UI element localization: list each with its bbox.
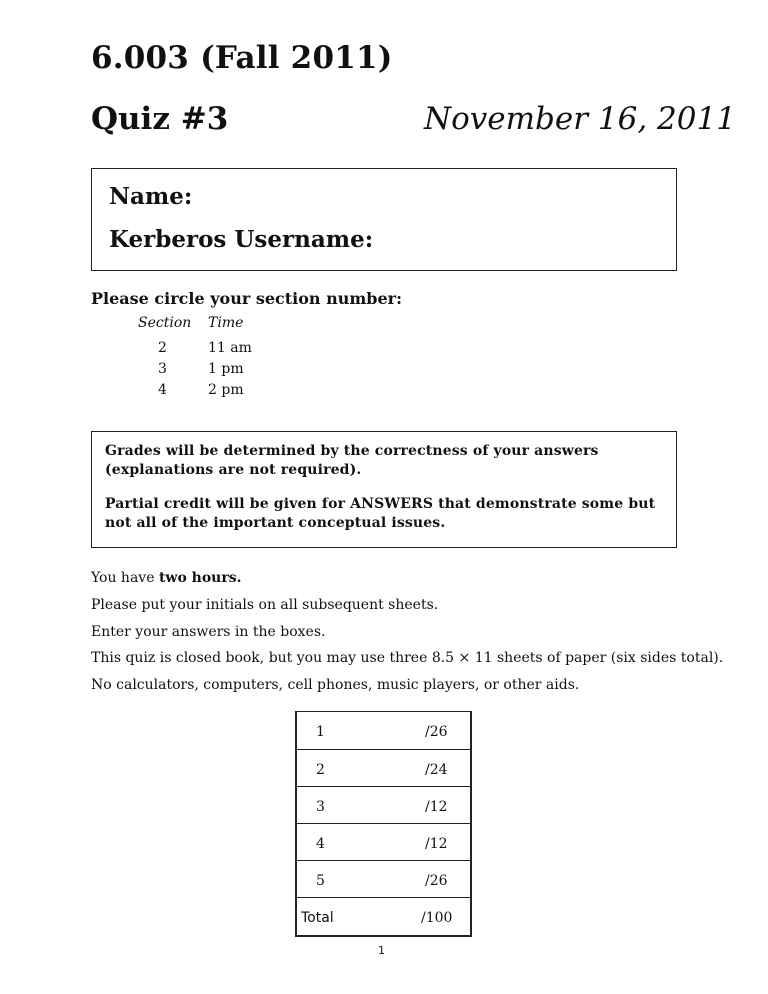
table-row (297, 749, 470, 787)
table-row (297, 860, 470, 898)
course-title: 6.003 (Fall 2011) (91, 40, 393, 76)
quiz-date: November 16, 2011 (424, 101, 736, 137)
section-number: 3 (158, 361, 167, 377)
kerberos-label: Kerberos Username: (109, 226, 374, 253)
section-prompt: Please circle your section number: (91, 289, 403, 308)
problem-number: 4 (316, 836, 325, 852)
section-time: 11 am (208, 340, 252, 356)
time-column-header: Time (208, 315, 244, 331)
section-column-header: Section (138, 315, 192, 331)
initials-instruction: Please put your initials on all subsequent sheets. (91, 597, 439, 613)
table-row (297, 786, 470, 824)
problem-max-score: /24 (425, 762, 448, 778)
problem-max-score: /12 (425, 799, 448, 815)
no-aids-instruction: No calculators, computers, cell phones, music players, or other aids. (91, 677, 580, 693)
answers-instruction: Enter your answers in the boxes. (91, 624, 326, 640)
problem-number: 5 (316, 873, 325, 889)
grading-note: Grades will be determined by the correctness of your answers (explanations are not required). (105, 443, 599, 478)
partial-credit-note: Partial credit will be given for ANSWERS that demonstrate some but not all of the important conceptual issues. (105, 496, 656, 531)
problem-max-score: /26 (425, 724, 448, 740)
problem-max-score: /12 (425, 836, 448, 852)
table-row (297, 712, 470, 749)
total-max-score: /100 (421, 910, 453, 926)
problem-number: 3 (316, 799, 325, 815)
total-row (297, 897, 470, 935)
problem-max-score: /26 (425, 873, 448, 889)
problem-number: 2 (316, 762, 325, 778)
time-limit-value: two hours. (158, 570, 242, 586)
section-time: 2 pm (208, 382, 244, 398)
quiz-title: Quiz #3 (91, 101, 229, 137)
section-number: 2 (158, 340, 167, 356)
name-label: Name: (109, 183, 193, 210)
total-label: Total (301, 910, 334, 926)
score-table (295, 711, 472, 937)
page-number: 1 (378, 944, 385, 957)
table-row (297, 823, 470, 861)
section-time: 1 pm (208, 361, 244, 377)
section-number: 4 (158, 382, 167, 398)
problem-number: 1 (316, 724, 325, 740)
closed-book-instruction: This quiz is closed book, but you may use three 8.5 × 11 sheets of paper (six sides total). (91, 650, 724, 666)
time-limit-text: You have two hours. (91, 570, 242, 586)
